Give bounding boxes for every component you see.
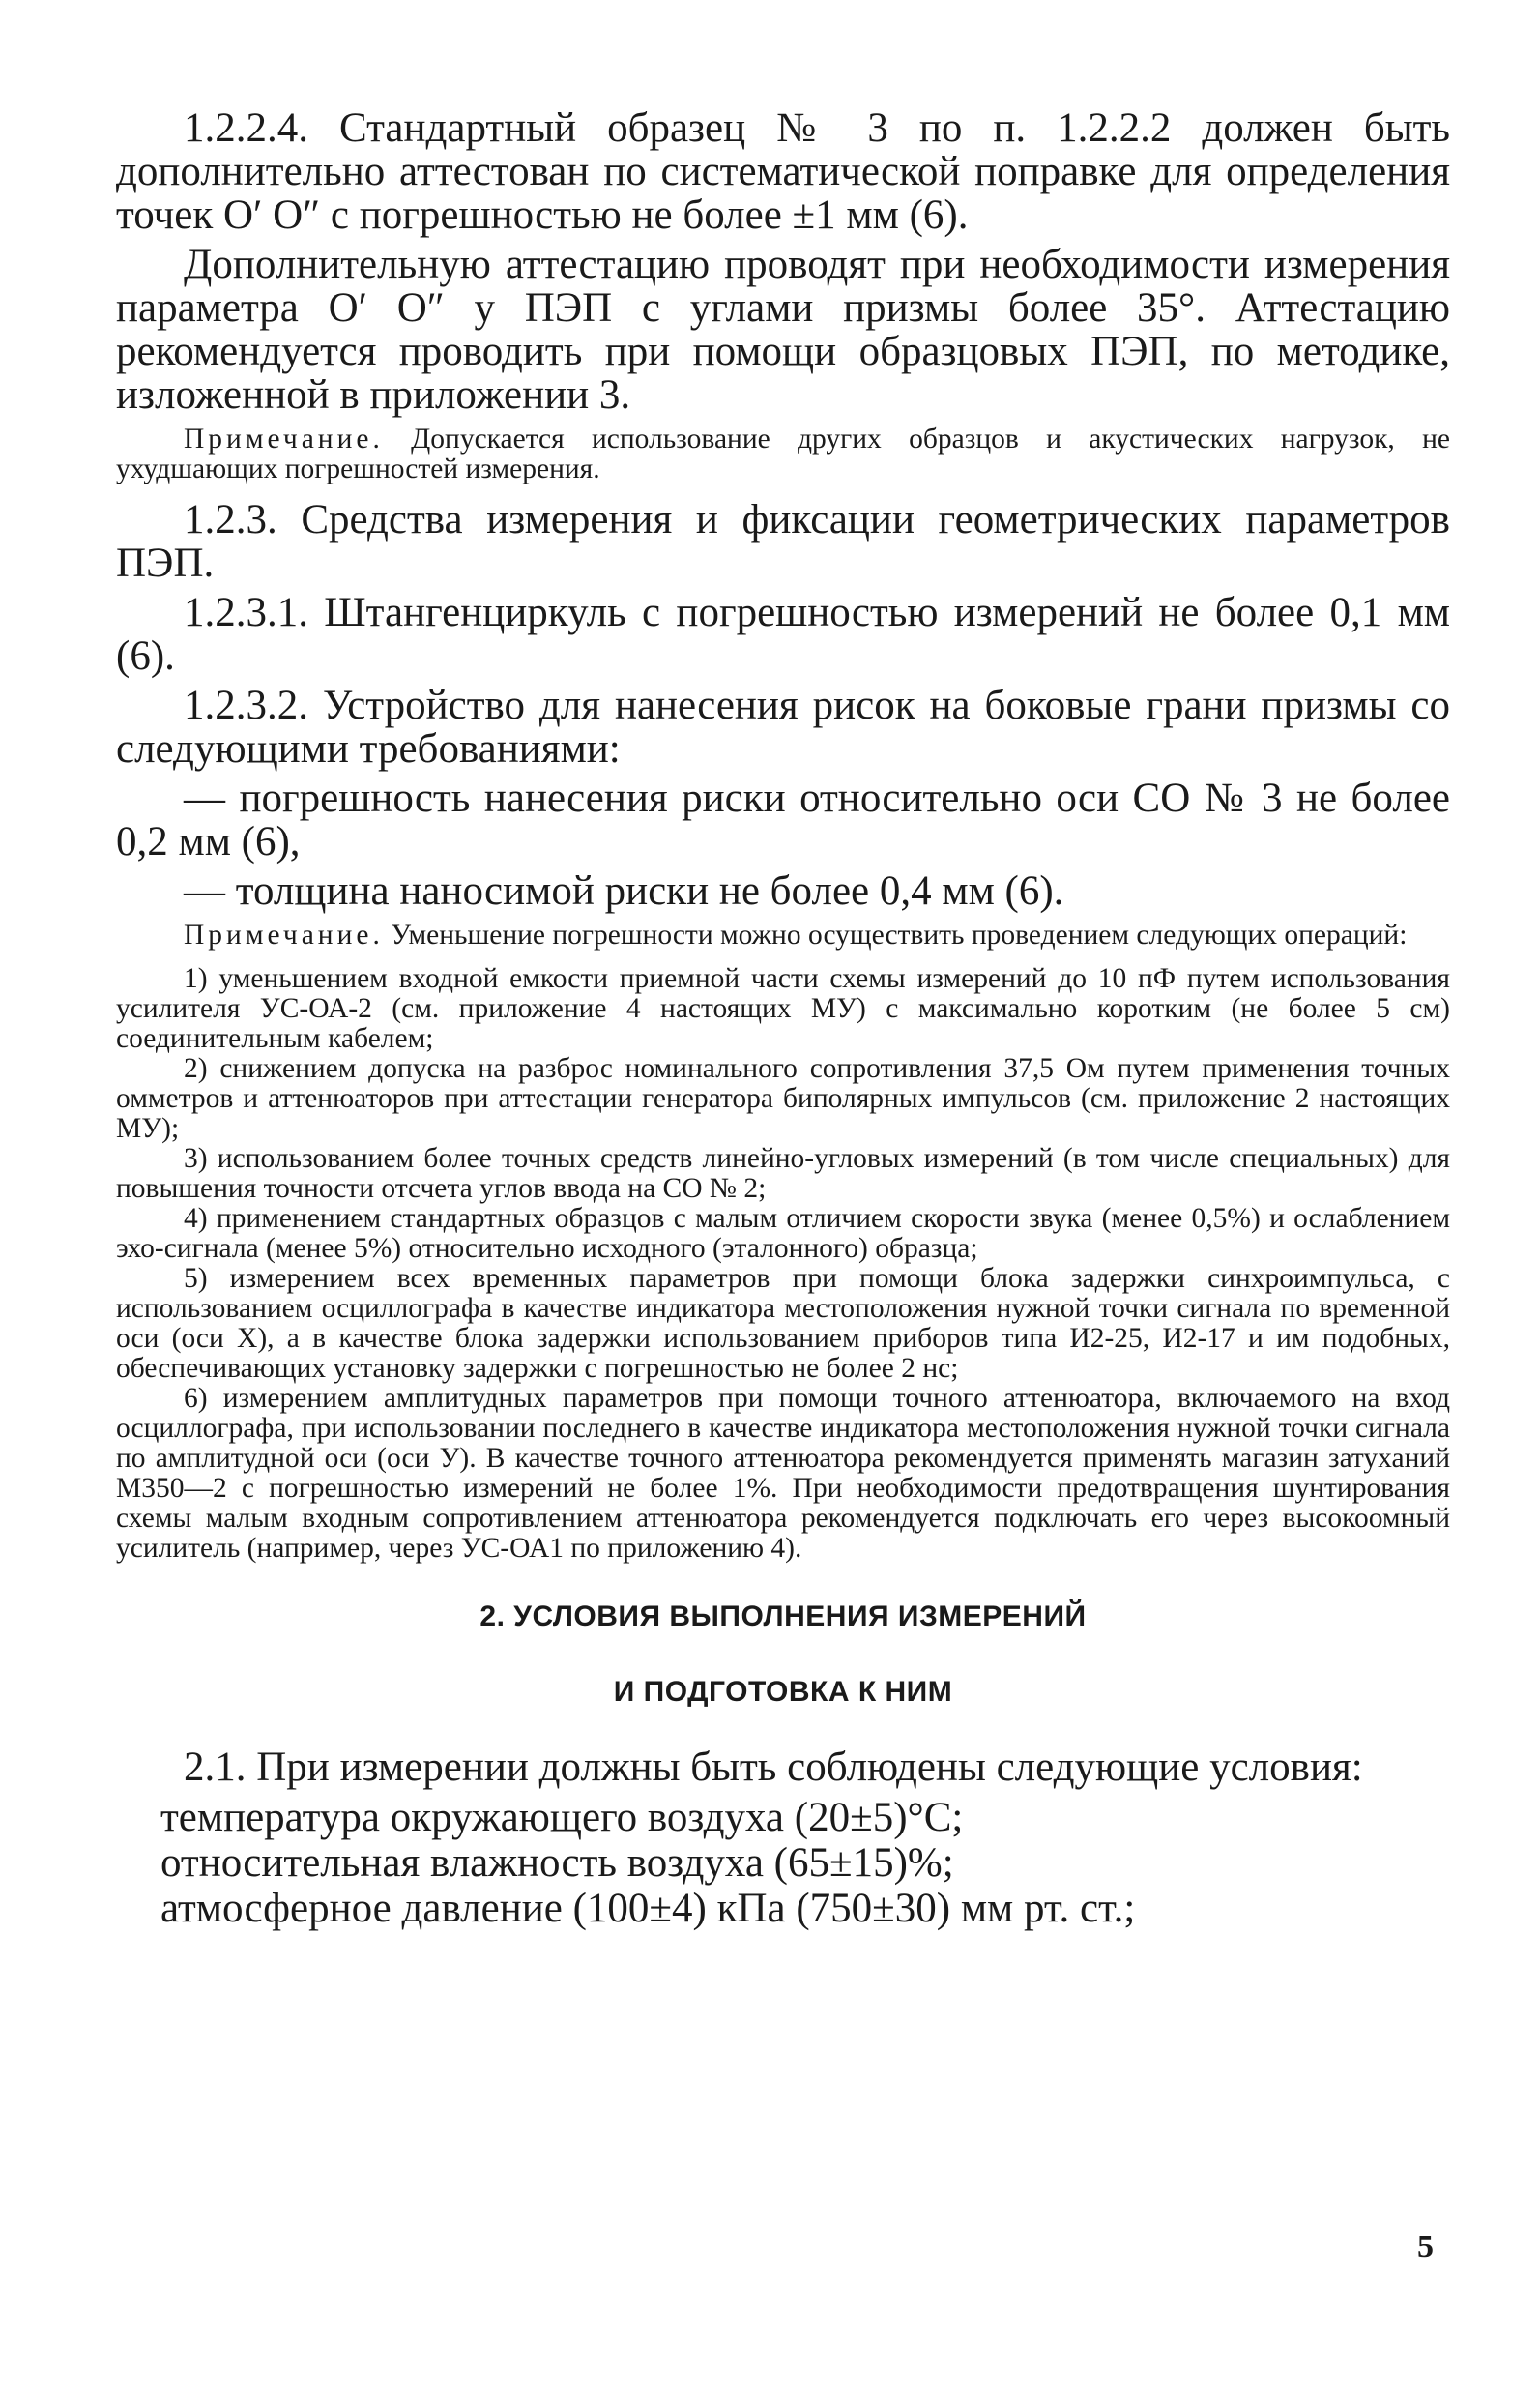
paragraph-1-2-2-4: 1.2.2.4. Стандартный образец № 3 по п. 1.2.2.2 должен быть дополнительно аттестован по систематической поправке для определения точек O′ O″ с погрешностью не более ±1 мм (6). [116, 105, 1450, 238]
section-heading-line-1: 2. УСЛОВИЯ ВЫПОЛНЕНИЯ ИЗМЕРЕНИЙ [479, 1600, 1087, 1632]
section-2-1: 2.1. При измерении должны быть соблюдены следующие условия: [184, 1745, 1363, 1790]
page-content [116, 106, 1450, 1931]
requirement-item-1: — погрешность нанесения риски относительно оси СО № 3 не более 0,2 мм (6), [116, 776, 1450, 865]
conditions-list [160, 1795, 1450, 1931]
note-2 [116, 921, 1450, 951]
condition-temperature: температура окружающего воздуха (20±5)°С; [160, 1795, 964, 1840]
list-item: 1) уменьшением входной емкости приемной части схемы измерений до 10 пФ путем использования усилителя УС-ОА-2 (см. приложение 4 настоящих МУ) с максимально коротким (не более 5 см) соединительным кабелем; [116, 963, 1450, 1054]
note-label: Примечание. [184, 424, 384, 455]
requirement-item-2: — толщина наносимой риски не более 0,4 мм (6). [184, 868, 1064, 914]
section-1-2-3-1: 1.2.3.1. Штангенциркуль с погрешностью измерений не более 0,1 мм (6). [116, 590, 1450, 679]
section-1-2-3-2: 1.2.3.2. Устройство для нанесения рисок на боковые грани призмы со следующими требованиями: [116, 683, 1450, 772]
list-item: 5) измерением всех временных параметров при помощи блока задержки синхроимпульса, с использованием осциллографа в качестве индикатора местоположения нужной точки сигнала по временной оси (оси X), а в качестве блока задержки использованием приборов типа И2-25, И2-17 и им подобных, обеспечивающих установку задержки с погрешностью не более 2 нс; [116, 1263, 1450, 1384]
note-items-list [116, 964, 1450, 1564]
note-text: Уменьшение погрешности можно осуществить проведением следующих операций: [383, 920, 1408, 951]
list-item: 4) применением стандартных образцов с малым отличием скорости звука (менее 0,5%) и ослаблением эхо-сигнала (менее 5%) относительно исходного (эталонного) образца; [116, 1203, 1450, 1264]
condition-humidity: относительная влажность воздуха (65±15)%; [160, 1840, 954, 1886]
section-1-2-3: 1.2.3. Средства измерения и фиксации геометрических параметров ПЭП. [116, 497, 1450, 586]
list-item: 3) использованием более точных средств линейно-угловых измерений (в том числе специальных) для повышения точности отсчета углов ввода на СО № 2; [116, 1143, 1450, 1204]
condition-pressure: атмосферное давление (100±4) кПа (750±30) мм рт. ст.; [160, 1886, 1136, 1931]
note-label: Примечание. [184, 920, 384, 951]
note-text: Допускается использование других образцов и акустических нагрузок, не ухудшающих погрешностей измерения. [116, 424, 1450, 484]
paragraph-additional-attestation: Дополнительную аттестацию проводят при необходимости измерения параметра O′ O″ у ПЭП с углами призмы более 35°. Аттестацию рекомендуется проводить при помощи образцовых ПЭП, по методике, изложенной в приложении 3. [116, 242, 1450, 418]
section-heading-line-2: И ПОДГОТОВКА К НИМ [613, 1676, 953, 1708]
note-1 [116, 425, 1450, 484]
list-item: 6) измерением амплитудных параметров при помощи точного аттенюатора, включаемого на вход осциллографа, при использовании последнего в качестве индикатора местоположения нужной точки сигнала по амплитудной оси (оси У). В качестве точного аттенюатора рекомендуется применять магазин затуханий М350—2 с погрешностью измерений не более 1%. При необходимости предотвращения шунтирования схемы малым входным сопротивлением аттенюатора рекомендуется подключать его через высокоомный усилитель (например, через УС-ОА1 по приложению 4). [116, 1383, 1450, 1564]
page-number: 5 [1417, 2229, 1434, 2265]
list-item: 2) снижением допуска на разброс номинального сопротивления 37,5 Ом путем применения точных омметров и аттенюаторов при аттестации генератора биполярных импульсов (см. приложение 2 настоящих МУ); [116, 1053, 1450, 1144]
